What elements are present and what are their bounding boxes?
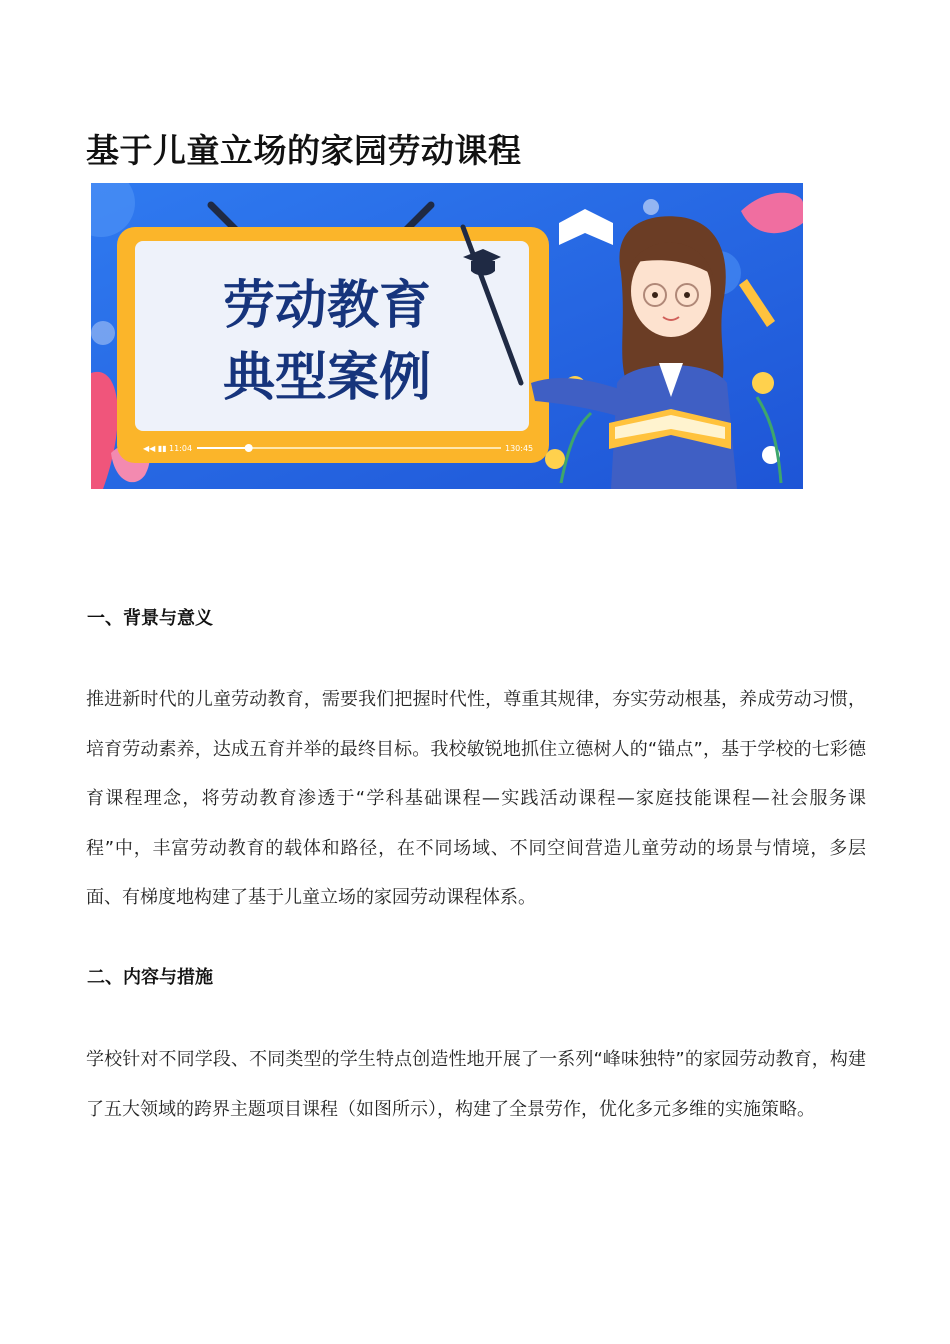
teacher-eye — [684, 292, 690, 298]
flower-icon — [545, 449, 565, 469]
progress-knob — [245, 444, 253, 452]
banner-headline-line1: 劳动教育 — [222, 276, 432, 336]
section-paragraph-background: 推进新时代的儿童劳动教育，需要我们把握时代性，尊重其规律，夯实劳动根基，养成劳动习惯，培育劳动素养，达成五育并举的最终目标。我校敏锐地抓住立德树人的“锚点”，基于学校的七彩德育课程理念，将劳动教育渗透于“学科基础课程—实践活动课程—家庭技能课程—社会服务课程”中，丰富劳动教育的载体和路径，在不同场域、不同空间营造儿童劳动的场景与情境，多层面、有梯度地构建了基于儿童立场的家园劳动课程体系。 — [86, 689, 866, 909]
banner-headline-line2: 典型案例 — [222, 348, 432, 408]
banner-image — [91, 183, 803, 489]
section-heading-background: 一、背景与意义 — [87, 608, 213, 629]
section-paragraph-content: 学校针对不同学段、不同类型的学生特点创造性地开展了一系列“峰味独特”的家园劳动教育，构建了五大领域的跨界主题项目课程（如图所示），构建了全景劳作，优化多元多维的实施策略。 — [86, 1049, 866, 1120]
flower-icon — [752, 372, 774, 394]
progress-start-time: 11:04 — [169, 444, 193, 453]
progress-end-time: 130:45 — [505, 444, 534, 453]
page-title: 基于儿童立场的家园劳动课程 — [86, 131, 522, 170]
section-heading-content: 二、内容与措施 — [87, 967, 213, 988]
graduation-cap-icon — [471, 261, 495, 276]
decor-dot — [643, 199, 659, 215]
decor-dot — [91, 321, 115, 345]
teacher-eye — [652, 292, 658, 298]
play-controls-icon: ◀◀ ▮▮ — [143, 444, 167, 453]
